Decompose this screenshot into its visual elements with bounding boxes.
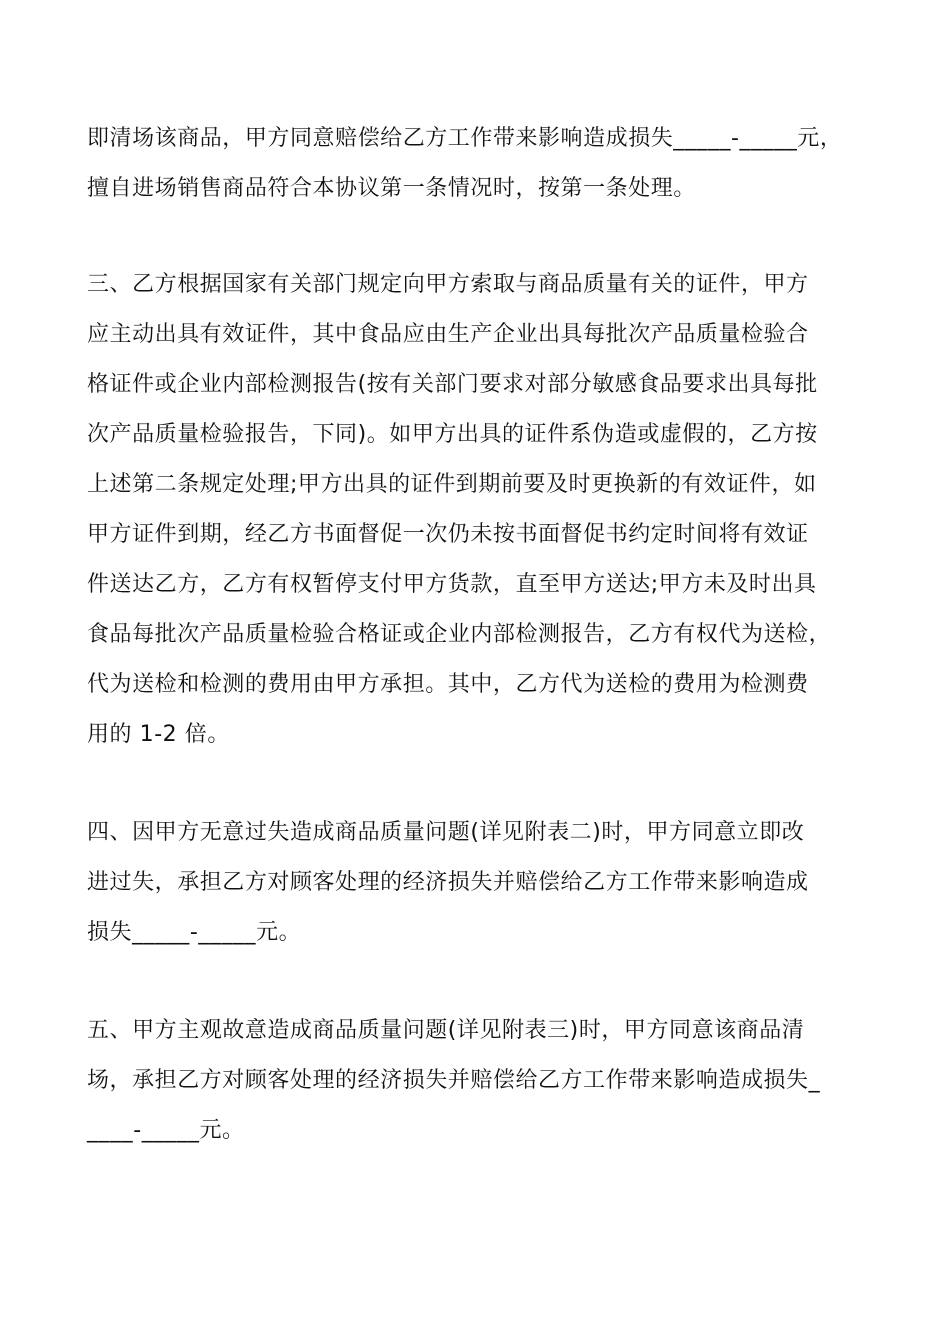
paragraph-line: 四、因甲方无意过失造成商品质量问题(详见附表二)时，甲方同意立即改 [87, 820, 805, 845]
paragraph-line: 代为送检和检测的费用由甲方承担。其中，乙方代为送检的费用为检测费 [87, 672, 809, 697]
paragraph-line: 擅自进场销售商品符合本协议第一条情况时，按第一条处理。 [87, 176, 696, 201]
paragraph-line: 上述第二条规定处理;甲方出具的证件到期前要及时更换新的有效证件，如 [87, 472, 817, 497]
paragraph-line: 五、甲方主观故意造成商品质量问题(详见附表三)时，甲方同意该商品清 [87, 1018, 805, 1043]
paragraph-line: 场，承担乙方对顾客处理的经济损失并赔偿给乙方工作带来影响造成损失_ [87, 1068, 821, 1093]
paragraph-line: 格证件或企业内部检测报告(按有关部门要求对部分敏感食品要求出具每批 [87, 372, 818, 397]
paragraph-line: 三、乙方根据国家有关部门规定向甲方索取与商品质量有关的证件，甲方 [87, 272, 809, 297]
paragraph-line: 用的 1-2 倍。 [87, 722, 230, 747]
paragraph-line: 应主动出具有效证件，其中食品应由生产企业出具每批次产品质量检验合 [87, 322, 809, 347]
paragraph-line: 食品每批次产品质量检验合格证或企业内部检测报告，乙方有权代为送检， [87, 622, 832, 647]
paragraph-line: 件送达乙方，乙方有权暂停支付甲方货款，直至甲方送达;甲方未及时出具 [87, 572, 817, 597]
paragraph-line: 次产品质量检验报告，下同)。如甲方出具的证件系伪造或虚假的，乙方按 [87, 422, 818, 447]
paragraph-line: 即清场该商品，甲方同意赔偿给乙方工作带来影响造成损失_____-_____元， [87, 126, 843, 151]
paragraph-line: 甲方证件到期，经乙方书面督促一次仍未按书面督促书约定时间将有效证 [87, 522, 809, 547]
paragraph-line: 进过失，承担乙方对顾客处理的经济损失并赔偿给乙方工作带来影响造成 [87, 870, 809, 895]
paragraph-line: 损失_____-_____元。 [87, 920, 302, 945]
paragraph-line: ____-_____元。 [87, 1118, 245, 1143]
